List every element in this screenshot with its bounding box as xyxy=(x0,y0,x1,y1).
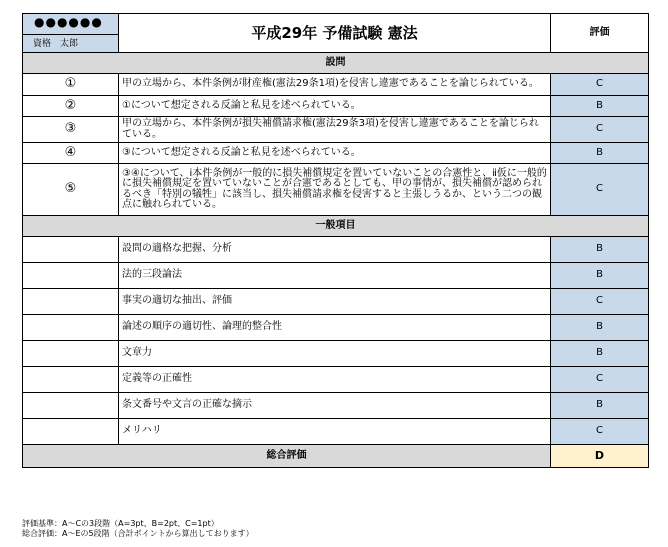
footnotes xyxy=(22,519,254,539)
general-empty-cell xyxy=(23,393,119,419)
general-item-grade: B xyxy=(551,315,649,341)
final-evaluation-grade: D xyxy=(551,445,649,468)
general-item-text: 文章力 xyxy=(119,341,551,367)
general-row xyxy=(23,367,649,393)
section-label-questions: 設問 xyxy=(23,53,649,74)
question-text: ①について想定される反論と私見を述べられている。 xyxy=(119,96,551,117)
general-item-text: 条文番号や文言の正確な摘示 xyxy=(119,393,551,419)
general-item-text: 設問の適格な把握、分析 xyxy=(119,237,551,263)
section-row-questions xyxy=(23,53,649,74)
question-grade: B xyxy=(551,96,649,117)
question-row xyxy=(23,74,649,96)
general-empty-cell xyxy=(23,315,119,341)
evaluation-header: 評価 xyxy=(551,14,649,53)
general-item-text: 事実の適切な抽出、評価 xyxy=(119,289,551,315)
general-item-grade: B xyxy=(551,263,649,289)
evaluation-table xyxy=(22,13,649,468)
final-row xyxy=(23,445,649,468)
general-item-grade: C xyxy=(551,419,649,445)
question-row xyxy=(23,143,649,164)
general-item-grade: B xyxy=(551,393,649,419)
general-item-text: 定義等の正確性 xyxy=(119,367,551,393)
general-item-text: 法的三段論法 xyxy=(119,263,551,289)
question-row xyxy=(23,96,649,117)
student-cell xyxy=(23,14,119,53)
general-empty-cell xyxy=(23,237,119,263)
masked-id: ●●●●●● xyxy=(23,14,118,35)
general-row xyxy=(23,315,649,341)
general-item-text: 論述の順序の適切性、論理的整合性 xyxy=(119,315,551,341)
question-number: ⑤ xyxy=(23,164,119,216)
general-empty-cell xyxy=(23,419,119,445)
question-grade: C xyxy=(551,74,649,96)
final-evaluation-label: 総合評価 xyxy=(23,445,551,468)
general-row xyxy=(23,237,649,263)
question-number: ① xyxy=(23,74,119,96)
question-text: 甲の立場から、本件条例が財産権(憲法29条1項)を侵害し違憲であることを論じられている。 xyxy=(119,74,551,96)
general-row xyxy=(23,393,649,419)
question-grade: B xyxy=(551,143,649,164)
grading-criteria-note: 評価基準：A～Cの3段階（A=3pt、B=2pt、C=1pt） xyxy=(22,519,219,528)
section-label-general: 一般項目 xyxy=(23,216,649,237)
student-name: 資格 太郎 xyxy=(33,39,79,49)
question-row xyxy=(23,164,649,216)
general-row xyxy=(23,341,649,367)
question-number: ④ xyxy=(23,143,119,164)
question-grade: C xyxy=(551,117,649,143)
general-item-grade: C xyxy=(551,367,649,393)
question-grade: C xyxy=(551,164,649,216)
general-empty-cell xyxy=(23,367,119,393)
header-row xyxy=(23,14,649,53)
question-text: ③について想定される反論と私見を述べられている。 xyxy=(119,143,551,164)
question-row xyxy=(23,117,649,143)
general-item-grade: B xyxy=(551,237,649,263)
general-empty-cell xyxy=(23,289,119,315)
question-number: ③ xyxy=(23,117,119,143)
page-title: 平成29年 予備試験 憲法 xyxy=(119,14,551,53)
question-number: ② xyxy=(23,96,119,117)
general-row xyxy=(23,263,649,289)
general-empty-cell xyxy=(23,341,119,367)
general-item-text: メリハリ xyxy=(119,419,551,445)
question-text: 甲の立場から、本件条例が損失補償請求権(憲法29条3項)を侵害し違憲であることを論じられている。 xyxy=(119,117,551,143)
general-item-grade: B xyxy=(551,341,649,367)
general-empty-cell xyxy=(23,263,119,289)
overall-grading-note: 総合評価：A～Eの5段階（合計ポイントから算出しております） xyxy=(22,529,254,538)
general-item-grade: C xyxy=(551,289,649,315)
question-text: ③④について、ⅰ本件条例が一般的に損失補償規定を置いていないことの合憲性と、ⅱ仮に一般的に損失補償規定を置いていないことが合憲であるとしても、甲の事情が、損失補償が認められるべき「特別の犠牲」に該当し、損失補償請求権を侵害すると主張しうるか、という二つの観点に触れられている。 xyxy=(119,164,551,216)
general-row xyxy=(23,289,649,315)
general-row xyxy=(23,419,649,445)
section-row-general xyxy=(23,216,649,237)
